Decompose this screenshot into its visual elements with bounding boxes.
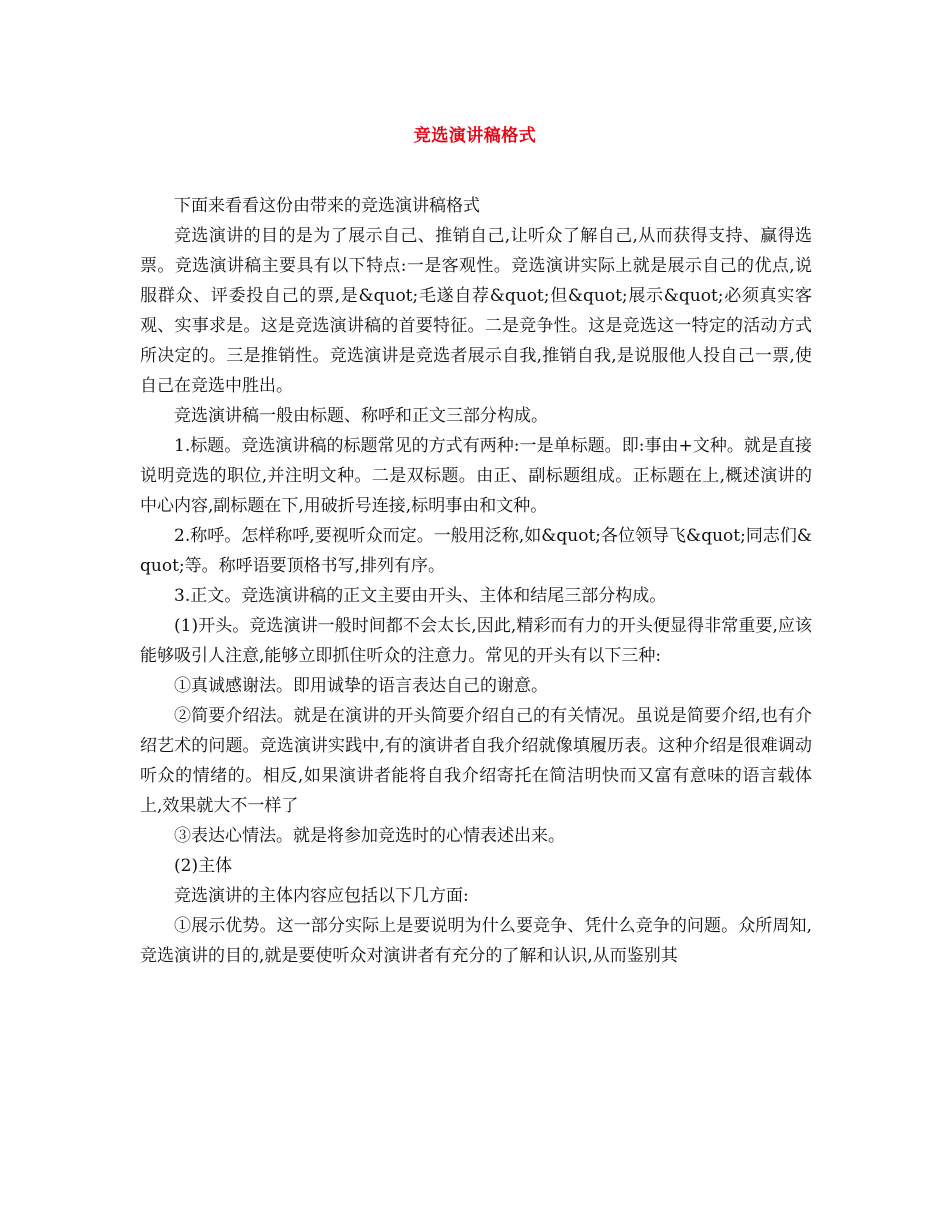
paragraph-feeling-method: ③表达心情法。就是将参加竞选时的心情表述出来。 (174, 826, 565, 846)
paragraph-purpose: 竞选演讲的目的是为了展示自己、推销自己,让听众了解自己,从而获得支持、赢得选票。竞选演讲稿主要具有以下特点:一是客观性。竞选演讲实际上就是展示自己的优点,说服群众、评委投自己的票,是&quot;毛遂自荐&quot;但&quot;展示&quot;必须真实客观、实事求是。这是竞选演讲稿的首要特征。二是竞争性。这是竞选这一特定的活动方式所决定的。三是推销性。竞选演讲是竞选者展示自我,推销自我,是说服他人投自己一票,使自己在竞选中胜出。 (140, 226, 812, 396)
paragraph-body-heading: (2)主体 (174, 856, 233, 876)
paragraph-intro: 下面来看看这份由带来的竞选演讲稿格式 (174, 196, 480, 216)
paragraph-body-contents: 竞选演讲的主体内容应包括以下几方面: (174, 886, 469, 906)
paragraph-show-advantages: ①展示优势。这一部分实际上是要说明为什么要竞争、凭什么竞争的问题。众所周知,竞选演讲的目的,就是要使听众对演讲者有充分的了解和认识,从而鉴别其 (140, 916, 812, 966)
document-body (140, 191, 812, 971)
paragraph-salutation: 2.称呼。怎样称呼,要视听众而定。一般用泛称,如&quot;各位领导飞&quot;同志们&quot;等。称呼语要顶格书写,排列有序。 (140, 526, 812, 576)
paragraph-opening: (1)开头。竞选演讲一般时间都不会太长,因此,精彩而有力的开头便显得非常重要,应该能够吸引人注意,能够立即抓住听众的注意力。常见的开头有以下三种: (140, 616, 812, 666)
document-title: 竞选演讲稿格式 (413, 126, 537, 146)
paragraph-thanks-method: ①真诚感谢法。即用诚挚的语言表达自己的谢意。 (174, 676, 548, 696)
paragraph-main-text: 3.正文。竞选演讲稿的正文主要由开头、主体和结尾三部分构成。 (174, 586, 667, 606)
paragraph-title-section: 1.标题。竞选演讲稿的标题常见的方式有两种:一是单标题。即:事由+文种。就是直接说明竞选的职位,并注明文种。二是双标题。由正、副标题组成。正标题在上,概述演讲的中心内容,副标题在下,用破折号连接,标明事由和文种。 (140, 436, 812, 516)
paragraph-intro-method: ②简要介绍法。就是在演讲的开头简要介绍自己的有关情况。虽说是简要介绍,也有介绍艺术的问题。竞选演讲实践中,有的演讲者自我介绍就像填履历表。这种介绍是很难调动听众的情绪的。相反,如果演讲者能将自我介绍寄托在简洁明快而又富有意味的语言载体上,效果就大不一样了 (140, 706, 812, 816)
paragraph-structure: 竞选演讲稿一般由标题、称呼和正文三部分构成。 (174, 406, 548, 426)
